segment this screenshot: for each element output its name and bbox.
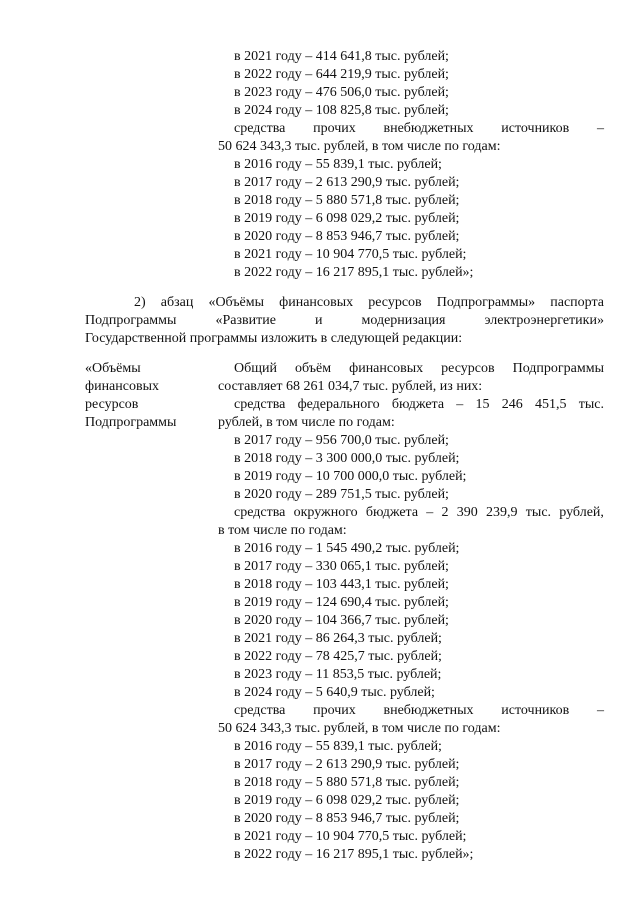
total-line: Общий объём финансовых ресурсов Подпрограммы: [234, 361, 604, 376]
total-continuation: составляет 68 261 034,7 тыс. рублей, из них:: [218, 379, 483, 394]
year-line: в 2024 году – 5 640,9 тыс. рублей;: [234, 685, 435, 700]
other-sources-line: средства прочих внебюджетных источников –: [234, 121, 604, 136]
other-sources-continuation: 50 624 343,3 тыс. рублей, в том числе по годам:: [218, 139, 501, 154]
year-line: в 2018 году – 103 443,1 тыс. рублей;: [234, 577, 449, 592]
federal-continuation: рублей, в том числе по годам:: [218, 415, 395, 430]
year-line: в 2019 году – 6 098 029,2 тыс. рублей;: [234, 793, 460, 808]
table-left-label: «Объёмы финансовых ресурсов Подпрограммы: [85, 361, 177, 430]
year-line: в 2019 году – 124 690,4 тыс. рублей;: [234, 595, 449, 610]
year-line: в 2020 году – 8 853 946,7 тыс. рублей;: [234, 229, 460, 244]
year-line: в 2017 году – 2 613 290,9 тыс. рублей;: [234, 757, 460, 772]
year-line: в 2022 году – 16 217 895,1 тыс. рублей»;: [234, 265, 474, 280]
year-line: в 2017 году – 330 065,1 тыс. рублей;: [234, 559, 449, 574]
year-line: в 2016 году – 1 545 490,2 тыс. рублей;: [234, 541, 460, 556]
year-line: в 2019 году – 10 700 000,0 тыс. рублей;: [234, 469, 467, 484]
year-line: в 2016 году – 55 839,1 тыс. рублей;: [234, 739, 442, 754]
year-line: в 2018 году – 3 300 000,0 тыс. рублей;: [234, 451, 460, 466]
paragraph-line: 2) абзац «Объёмы финансовых ресурсов Подпрограммы» паспорта: [134, 295, 604, 310]
paragraph-line: Государственной программы изложить в следующей редакции:: [85, 331, 463, 346]
paragraph-line: Подпрограммы «Развитие и модернизация электроэнергетики»: [85, 313, 604, 328]
year-line: в 2021 году – 86 264,3 тыс. рублей;: [234, 631, 442, 646]
year-line: в 2023 году – 476 506,0 тыс. рублей;: [234, 85, 449, 100]
year-line: в 2017 году – 956 700,0 тыс. рублей;: [234, 433, 449, 448]
other-sources-line: средства прочих внебюджетных источников –: [234, 703, 604, 718]
year-line: в 2021 году – 10 904 770,5 тыс. рублей;: [234, 829, 467, 844]
year-line: в 2018 году – 5 880 571,8 тыс. рублей;: [234, 775, 460, 790]
year-line: в 2017 году – 2 613 290,9 тыс. рублей;: [234, 175, 460, 190]
year-line: в 2023 году – 11 853,5 тыс. рублей;: [234, 667, 442, 682]
year-line: в 2021 году – 10 904 770,5 тыс. рублей;: [234, 247, 467, 262]
year-line: в 2020 году – 8 853 946,7 тыс. рублей;: [234, 811, 460, 826]
district-line: средства окружного бюджета – 2 390 239,9 тыс. рублей,: [234, 505, 604, 520]
year-line: в 2020 году – 289 751,5 тыс. рублей;: [234, 487, 449, 502]
year-line: в 2024 году – 108 825,8 тыс. рублей;: [234, 103, 449, 118]
year-line: в 2022 году – 16 217 895,1 тыс. рублей»;: [234, 847, 474, 862]
year-line: в 2019 году – 6 098 029,2 тыс. рублей;: [234, 211, 460, 226]
other-sources-continuation: 50 624 343,3 тыс. рублей, в том числе по годам:: [218, 721, 501, 736]
year-line: в 2022 году – 78 425,7 тыс. рублей;: [234, 649, 442, 664]
year-line: в 2018 году – 5 880 571,8 тыс. рублей;: [234, 193, 460, 208]
year-line: в 2020 году – 104 366,7 тыс. рублей;: [234, 613, 449, 628]
year-line: в 2022 году – 644 219,9 тыс. рублей;: [234, 67, 449, 82]
federal-line: средства федерального бюджета – 15 246 451,5 тыс.: [234, 397, 604, 412]
year-line: в 2016 году – 55 839,1 тыс. рублей;: [234, 157, 442, 172]
year-line: в 2021 году – 414 641,8 тыс. рублей;: [234, 49, 449, 64]
district-continuation: в том числе по годам:: [218, 523, 347, 538]
